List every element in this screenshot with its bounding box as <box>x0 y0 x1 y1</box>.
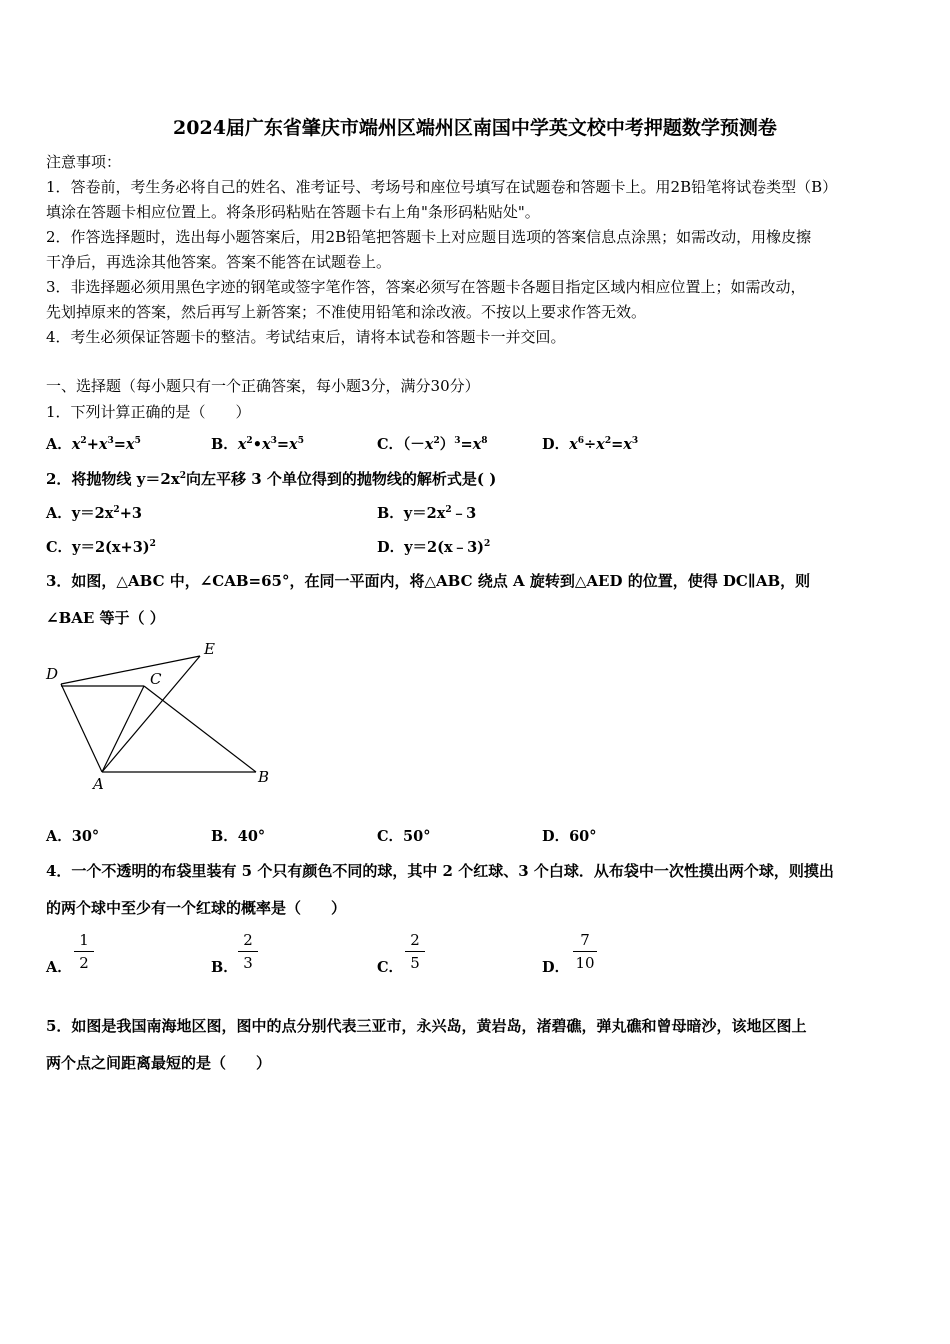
q4-option-a-label: A． <box>46 959 72 976</box>
q4-option-d-fraction: 7 10 <box>572 931 598 972</box>
question-5-stem-cont: 两个点之间距离最短的是（ ） <box>46 1054 272 1072</box>
notice-line: 4．考生必须保证答题卡的整洁。考试结束后，请将本试卷和答题卡一并交回。 <box>46 328 566 346</box>
q2-option-d: D．y＝2(x﹣3)$^2$ <box>377 539 491 556</box>
q3-option-b: B．40° <box>211 828 266 845</box>
notice-heading: 注意事项： <box>46 153 122 171</box>
q3-option-c: C．50° <box>377 828 431 845</box>
question-2-stem: 2．将抛物线 $y=2x^2$向左平移 3 个单位得到的抛物线的解析式是( ) <box>46 470 497 488</box>
question-4-stem-cont: 的两个球中至少有一个红球的概率是（ ） <box>46 899 347 917</box>
notice-line: 填涂在答题卡相应位置上。将条形码粘贴在答题卡右上角"条形码粘贴处"。 <box>46 203 540 221</box>
notice-line: 3．非选择题必须用黑色字迹的钢笔或签字笔作答，答案必须写在答题卡各题目指定区域内相应位置上；如需改动， <box>46 278 806 296</box>
segment-da <box>61 684 102 772</box>
q1-option-d: D．$x^6\div x^2=x^3$ <box>542 436 639 453</box>
question-3-stem-cont: ∠BAE 等于（ ） <box>46 609 165 627</box>
q1-option-a: A．$x^2+x^3=x^5$ <box>46 436 141 453</box>
notice-line: 2．作答选择题时，选出每小题答案后，用2B铅笔把答题卡上对应题目选项的答案信息点涂黑；如需改动，用橡皮擦 <box>46 228 812 246</box>
segment-cb <box>144 686 256 772</box>
q2-option-b: B．$y=2x^2﹣3$ <box>377 505 477 522</box>
q1-option-c: C．$(-x^2)^3=x^8$ <box>377 436 488 453</box>
q4-option-d-label: D． <box>542 959 570 976</box>
q4-option-a-fraction: 1 2 <box>73 931 95 972</box>
section-heading: 一、选择题（每小题只有一个正确答案，每小题3分，满分30分） <box>46 377 480 395</box>
triangle-figure <box>40 636 280 796</box>
q4-option-c-label: C． <box>377 959 404 976</box>
question-3-stem: 3．如图，△ABC 中，∠CAB=65°，在同一平面内，将△ABC 绕点 A 旋转到△AED 的位置，使得 DC∥AB，则 <box>46 572 811 590</box>
question-1-stem: 1．下列计算正确的是（ ） <box>46 403 251 421</box>
label-d: D <box>46 665 59 683</box>
notice-line: 1．答卷前，考生务必将自己的姓名、准考证号、考场号和座位号填写在试题卷和答题卡上。用2B铅笔将试卷类型（B） <box>46 178 838 196</box>
label-c: C <box>150 670 162 688</box>
q3-option-a: A．30° <box>46 828 100 845</box>
notice-line: 先划掉原来的答案，然后再写上新答案；不准使用铅笔和涂改液。不按以上要求作答无效。 <box>46 303 647 321</box>
label-b: B <box>258 768 270 786</box>
q1-option-b: B．$x^2•x^3=x^5$ <box>211 436 304 453</box>
q4-option-b-label: B． <box>211 959 238 976</box>
q4-option-c-fraction: 2 5 <box>404 931 426 972</box>
question-4-stem: 4．一个不透明的布袋里装有 5 个只有颜色不同的球，其中 2 个红球、3 个白球．从布袋中一次性摸出两个球，则摸出 <box>46 862 834 880</box>
label-a: A <box>93 775 104 793</box>
label-e: E <box>204 640 215 658</box>
q2-option-a: A．$y=2x^2+3$ <box>46 505 142 522</box>
page-title: 2024届广东省肇庆市端州区端州区南国中学英文校中考押题数学预测卷 <box>173 117 777 139</box>
q4-option-b-fraction: 2 3 <box>237 931 259 972</box>
question-5-stem: 5．如图是我国南海地区图，图中的点分别代表三亚市，永兴岛，黄岩岛，渚碧礁，弹丸礁和曾母暗沙，该地区图上 <box>46 1017 807 1035</box>
notice-line: 干净后，再选涂其他答案。答案不能答在试题卷上。 <box>46 253 392 271</box>
q3-option-d: D．60° <box>542 828 597 845</box>
q2-option-c: C．$y=2(x+3)^2$ <box>46 539 156 556</box>
